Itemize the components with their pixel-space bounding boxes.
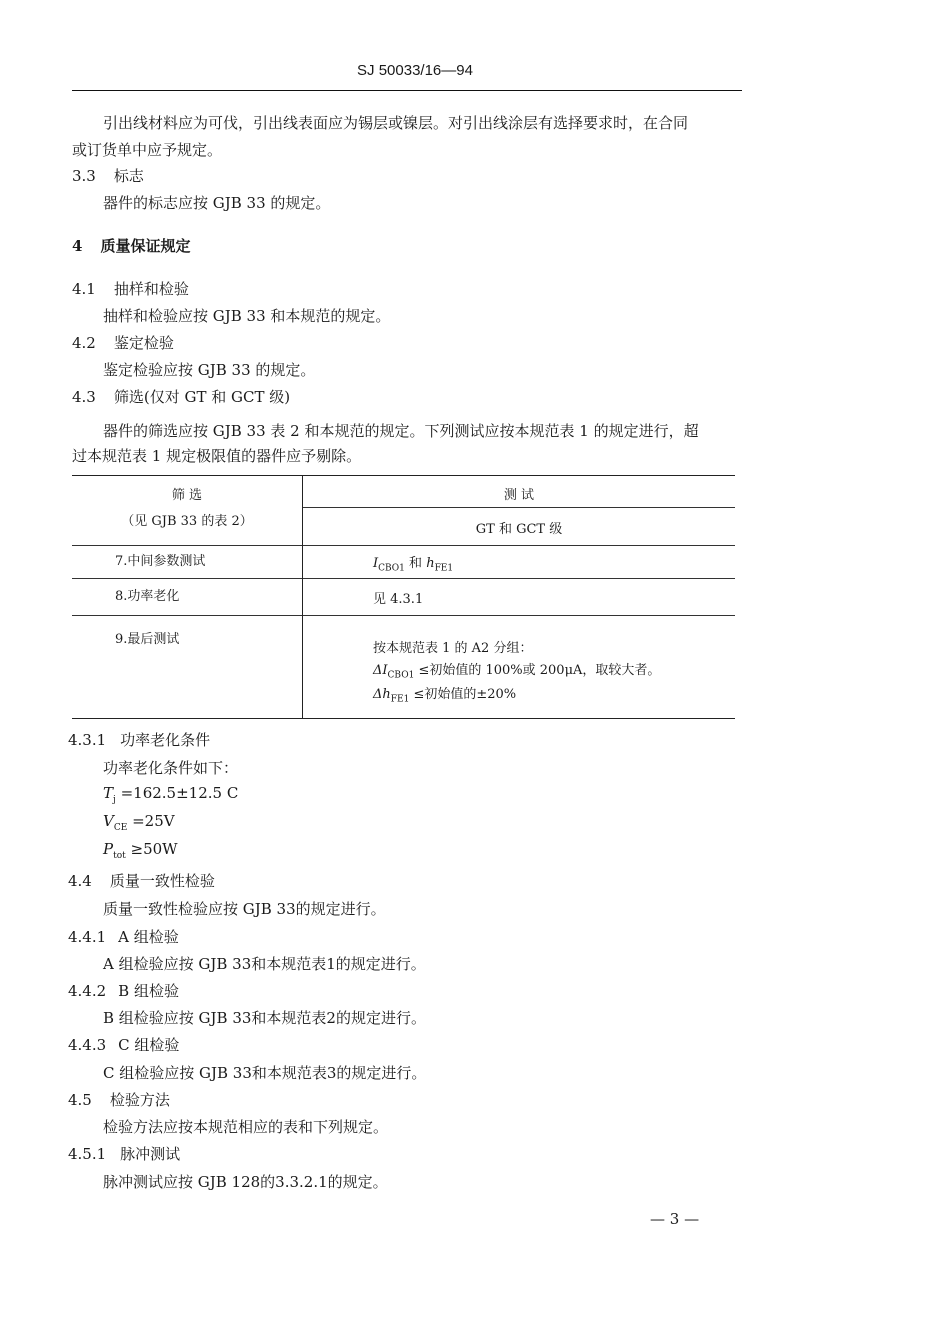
condition-ptot: $P_{tot} \ge 50W$ (103, 840, 178, 861)
table-bottom-rule (72, 718, 735, 719)
section-number: 4 (72, 237, 83, 255)
header-test: 测 试 (503, 488, 535, 503)
section-number: 4.4.3 (68, 1036, 107, 1054)
section-4-5-1-heading (68, 1143, 180, 1164)
section-title: 质量保证规定 (100, 237, 191, 255)
section-title: 筛选(仅对 GT 和 GCT 级) (113, 388, 291, 406)
section-title: 标志 (113, 167, 144, 185)
row-intermediate-test-params: $I_{CBO1}$ 和 $h_{FE1}$ (373, 556, 454, 574)
section-4-4-1-heading (68, 926, 179, 947)
section-number: 4.5 (68, 1091, 92, 1109)
section-4-1-body: 抽样和检验应按 GJB 33 和本规范的规定。 (103, 307, 391, 325)
section-number: 4.1 (72, 280, 96, 298)
section-number: 4.5.1 (68, 1145, 107, 1163)
intro-line-1: 引出线材料应为可伐，引出线表面应为锡层或镍层。对引出线涂层有选择要求时，在合同 (103, 114, 689, 132)
table-header-split-rule (303, 507, 735, 508)
section-title: 功率老化条件 (120, 731, 211, 749)
section-4-heading (72, 235, 190, 256)
section-number: 3.3 (72, 167, 96, 185)
section-4-4-heading (68, 870, 215, 891)
section-4-1-heading (72, 278, 189, 299)
section-4-4-2-heading (68, 980, 179, 1001)
table-row-rule (72, 615, 735, 616)
header-screening: 筛 选 (171, 488, 203, 503)
section-4-4-2-body: B 组检验应按 GJB 33和本规范表2的规定进行。 (103, 1009, 426, 1027)
section-4-3-1-heading (68, 729, 210, 750)
table-column-divider (302, 475, 303, 718)
section-number: 4.4 (68, 872, 92, 890)
row-final-test-line-2: $\Delta I_{CBO1}$ ≤初始值的 100%或 200μA，取较大者。 (373, 663, 661, 681)
section-number: 4.4.2 (68, 982, 107, 1000)
section-4-4-body: 质量一致性检验应按 GJB 33的规定进行。 (103, 900, 386, 918)
row-intermediate-test-label: 7.中间参数测试 (115, 554, 206, 569)
section-title: 脉冲测试 (120, 1145, 181, 1163)
row-final-test-line-1: 按本规范表 1 的 A2 分组： (373, 641, 533, 656)
page-number: — 3 — (650, 1210, 700, 1228)
section-4-3-heading (72, 386, 290, 407)
section-3-3-body: 器件的标志应按 GJB 33 的规定。 (103, 194, 331, 212)
section-number: 4.3 (72, 388, 96, 406)
section-title: 质量一致性检验 (109, 872, 215, 890)
table-header-bottom-rule (72, 545, 735, 546)
condition-junction-temp: $T_j =162.5\pm 12.5$ C (103, 784, 239, 805)
header-screening-ref: （见 GJB 33 的表 2） (121, 514, 253, 529)
section-4-3-body-line-2: 过本规范表 1 规定极限值的器件应予剔除。 (72, 447, 362, 465)
section-4-4-3-heading (68, 1034, 179, 1055)
section-4-3-1-body: 功率老化条件如下： (103, 759, 239, 777)
section-number: 4.4.1 (68, 928, 107, 946)
section-title: B 组检验 (118, 982, 179, 1000)
row-burn-in-ref: 见 4.3.1 (373, 592, 424, 607)
condition-vce: $V_{CE} =25V$ (103, 812, 175, 833)
section-number: 4.3.1 (68, 731, 107, 749)
section-4-4-3-body: C 组检验应按 GJB 33和本规范表3的规定进行。 (103, 1064, 427, 1082)
section-title: 抽样和检验 (113, 280, 189, 298)
section-4-5-body: 检验方法应按本规范相应的表和下列规定。 (103, 1118, 389, 1136)
section-title: C 组检验 (118, 1036, 180, 1054)
header-grade: GT 和 GCT 级 (475, 522, 563, 537)
section-title: 鉴定检验 (113, 334, 174, 352)
row-final-test-label: 9.最后测试 (115, 632, 180, 647)
row-final-test-line-3: $\Delta h_{FE1}$ ≤初始值的±20% (373, 687, 517, 705)
section-title: 检验方法 (109, 1091, 170, 1109)
document-number: SJ 50033/16—94 (357, 62, 473, 79)
section-4-5-heading (68, 1089, 170, 1110)
intro-line-2: 或订货单中应予规定。 (72, 141, 223, 159)
section-4-2-heading (72, 332, 174, 353)
row-burn-in-label: 8.功率老化 (115, 589, 180, 604)
table-top-rule (72, 475, 735, 476)
section-title: A 组检验 (118, 928, 179, 946)
section-3-3-heading (72, 165, 144, 186)
section-4-2-body: 鉴定检验应按 GJB 33 的规定。 (103, 361, 316, 379)
section-number: 4.2 (72, 334, 96, 352)
table-row-rule (72, 578, 735, 579)
header-rule (72, 90, 742, 91)
section-4-4-1-body: A 组检验应按 GJB 33和本规范表1的规定进行。 (103, 955, 426, 973)
section-4-5-1-body: 脉冲测试应按 GJB 128的3.3.2.1的规定。 (103, 1173, 388, 1191)
section-4-3-body-line-1: 器件的筛选应按 GJB 33 表 2 和本规范的规定。下列测试应按本规范表 1 的规定进行，超 (103, 422, 699, 440)
